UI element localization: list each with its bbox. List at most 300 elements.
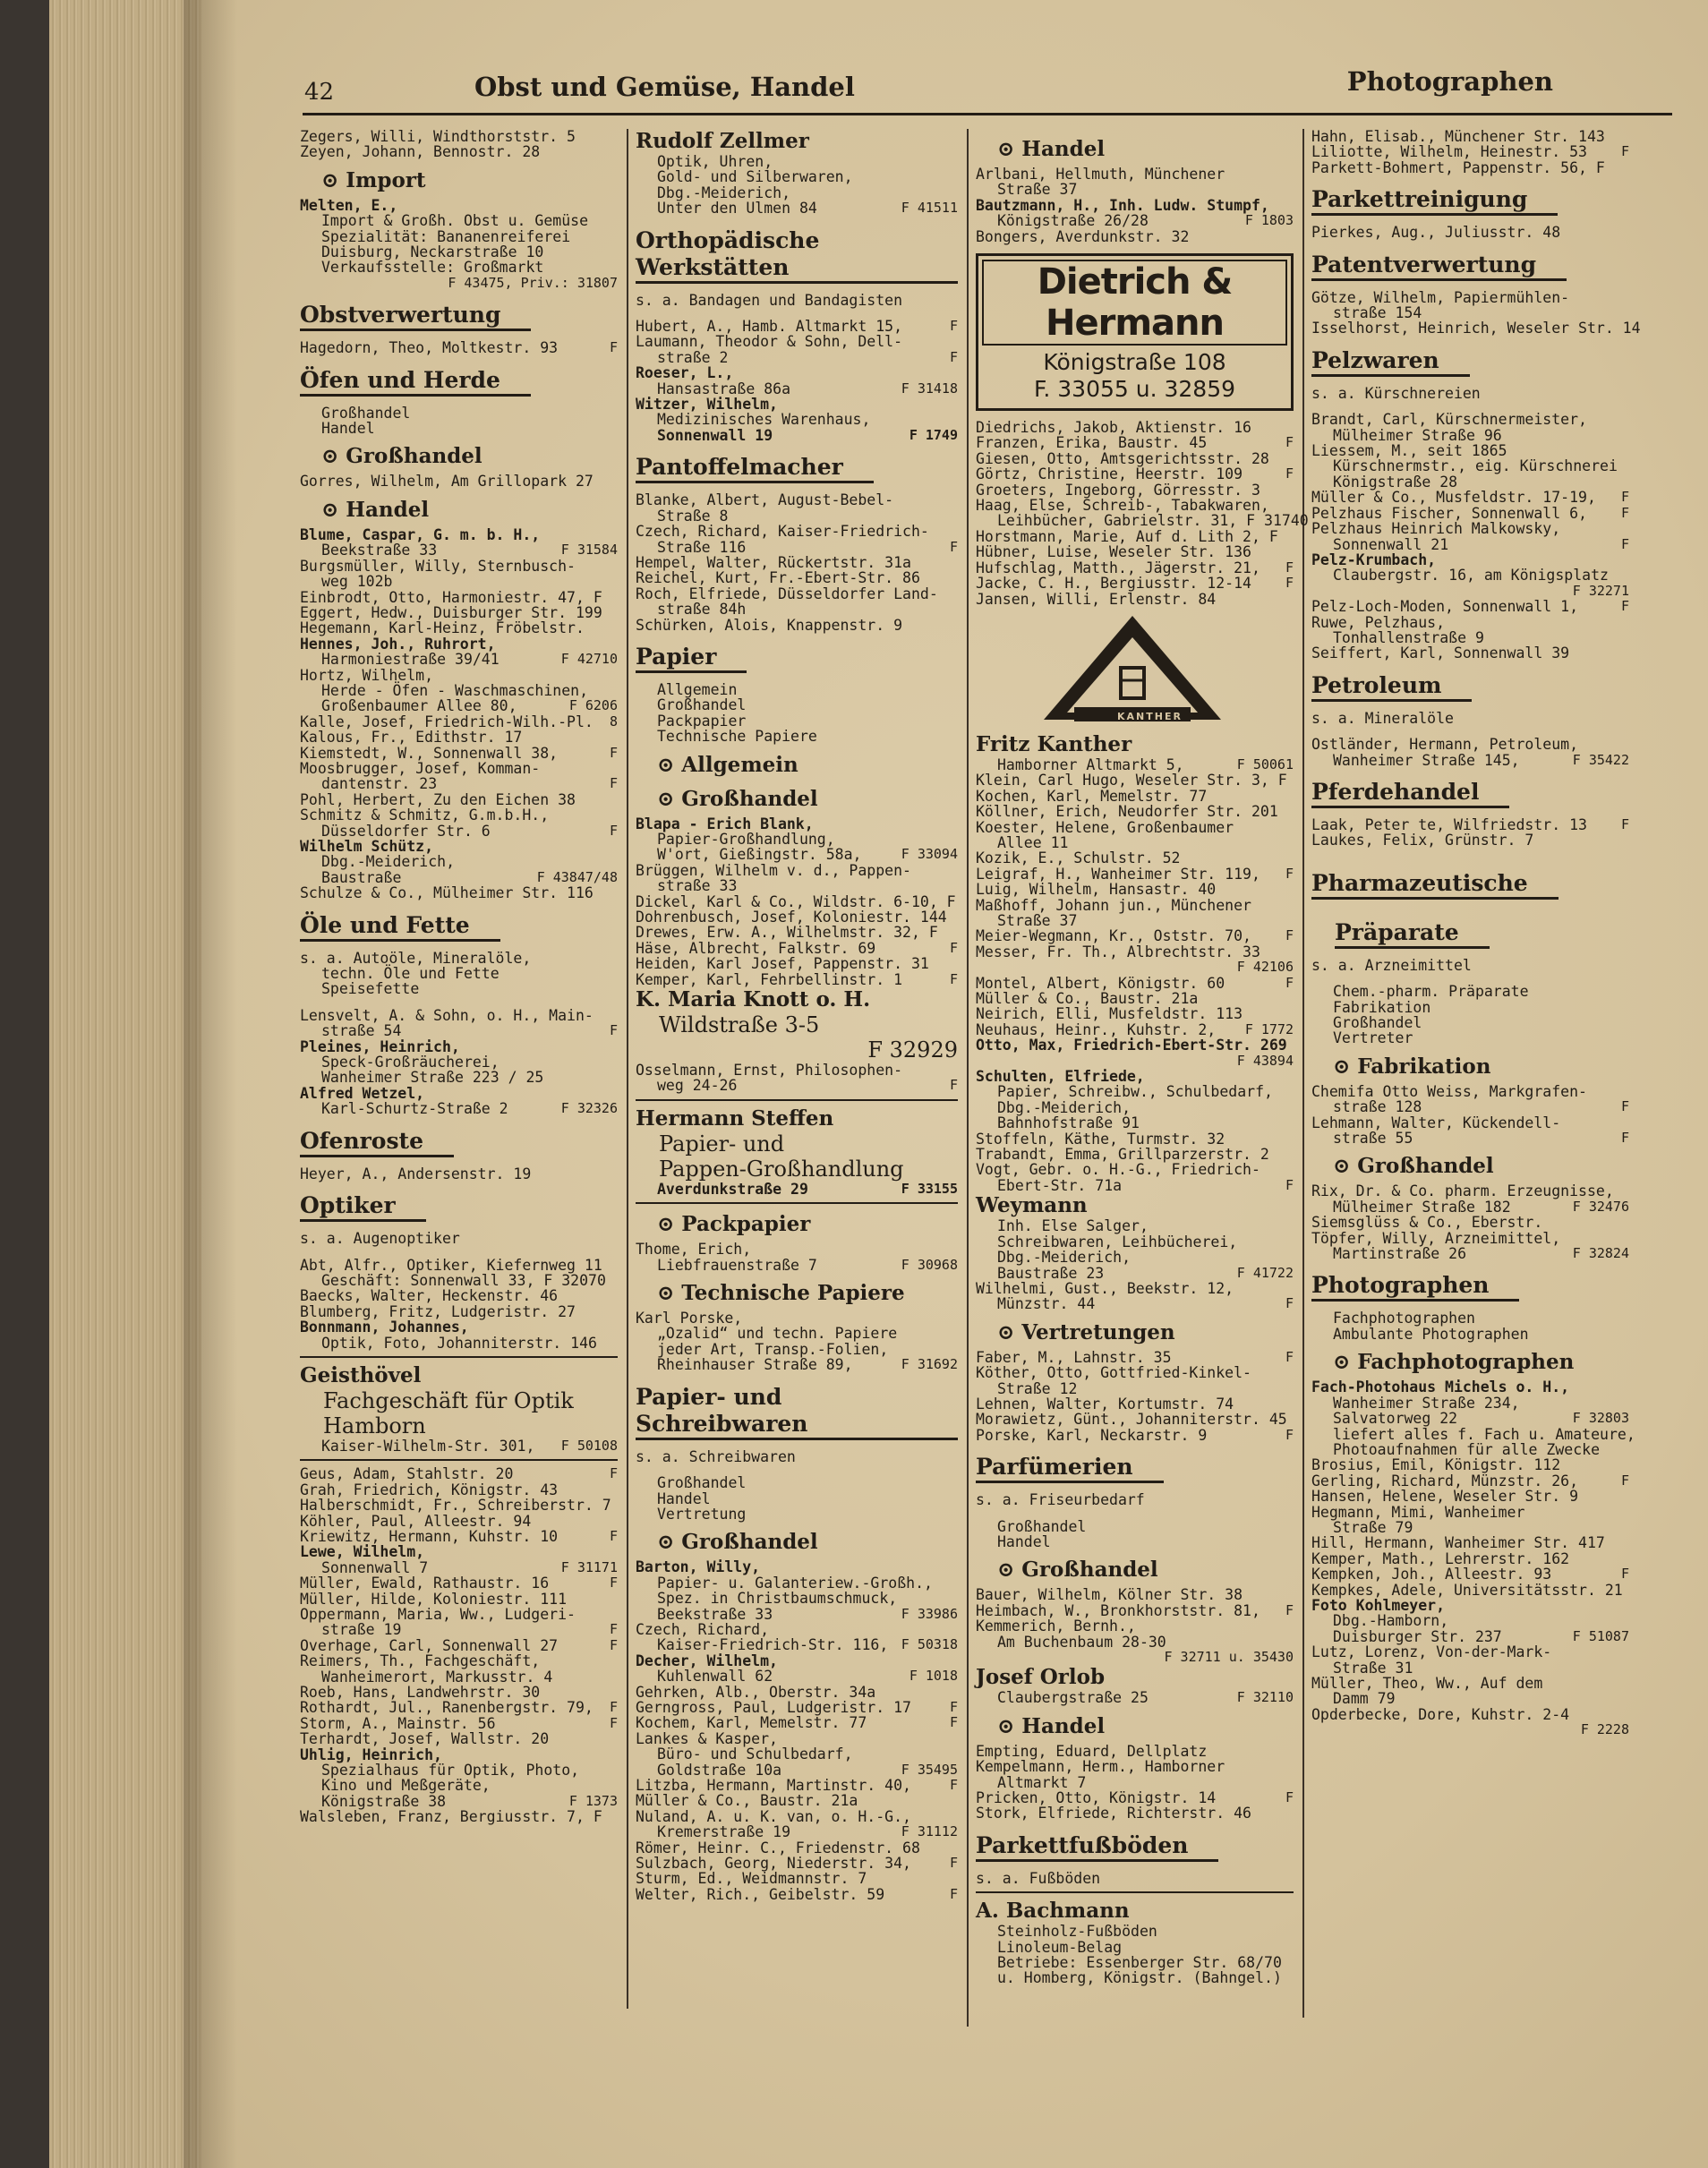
entry-text: Liessem, M., seit 1865	[1311, 442, 1507, 460]
entry-phone: F 51087	[1572, 1627, 1629, 1644]
entry-text: Handel	[321, 420, 375, 438]
directory-entry	[300, 229, 618, 244]
entry-text: Ambulante Photographen	[1333, 1325, 1529, 1343]
section-heading: Obstverwertung	[300, 302, 531, 331]
entry-phone: F 31584	[560, 542, 618, 559]
entry-phone: F	[609, 1022, 618, 1039]
directory-entry	[1311, 1131, 1629, 1146]
entry-text: Betriebe: Essenberger Str. 68/70	[997, 1954, 1282, 1972]
entry-phone: F	[1620, 815, 1629, 832]
directory-entry	[1311, 1215, 1629, 1230]
directory-entry	[636, 428, 958, 443]
entry-phone: F	[609, 1527, 618, 1544]
divider-rule	[300, 1356, 618, 1358]
directory-entry	[636, 1507, 958, 1522]
entry-phone: F 50061	[1236, 755, 1294, 772]
directory-entry	[636, 1491, 958, 1507]
entry-text: Harmoniestraße 39/41	[321, 651, 500, 669]
directory-entry	[1311, 521, 1629, 536]
subsection-heading: ⊙ Fabrikation	[1333, 1054, 1491, 1079]
firm-name: Rudolf Zellmer	[636, 129, 809, 153]
entry-text: Blumberg, Fritz, Ludgeristr. 27	[300, 1302, 576, 1320]
directory-entry	[636, 1559, 958, 1575]
entry-text: Hagedorn, Theo, Moltkestr. 93	[300, 339, 559, 357]
entry-text: Kalous, Fr., Edithstr. 17	[300, 729, 523, 747]
entry-text: Opderbecke, Dore, Kuhstr. 2-4	[1311, 1705, 1570, 1723]
entry-phone: F	[949, 1077, 958, 1094]
directory-entry	[300, 683, 618, 698]
entry-phone: F	[949, 1885, 958, 1902]
directory-entry	[300, 1794, 618, 1809]
entry-text: Goldstraße 10a	[657, 1761, 782, 1779]
directory-entry	[636, 1746, 958, 1762]
entry-text: Ebert-Str. 71a	[997, 1176, 1123, 1194]
directory-entry	[976, 866, 1294, 882]
directory-entry	[300, 761, 618, 776]
directory-entry	[976, 1635, 1294, 1650]
directory-entry	[636, 350, 958, 365]
divider-rule	[300, 1459, 618, 1461]
entry-text: Pelzhaus Heinrich Malkowsky,	[1311, 520, 1561, 538]
directory-entry	[300, 1054, 618, 1070]
directory-entry	[976, 1790, 1294, 1805]
entry-text: Melten, E.,	[300, 196, 398, 214]
entry-text: Hortz, Wilhelm,	[300, 666, 434, 684]
directory-entry	[636, 1357, 958, 1372]
directory-entry	[1311, 160, 1629, 175]
entry-text: Horstmann, Marie, Auf d. Lith 2, F	[976, 527, 1278, 545]
entry-text: Kempken, Joh., Alleestr. 93	[1311, 1566, 1552, 1583]
entry-text: Kriewitz, Hermann, Kuhstr. 10	[300, 1527, 559, 1545]
entry-text: Vogt, Gebr. o. H.-G., Friedrich-	[976, 1161, 1260, 1179]
triangle-logo-icon	[1038, 612, 1226, 727]
directory-entry	[1311, 129, 1629, 144]
entry-text: Wilhelmi, Gust., Beekstr. 12,	[976, 1279, 1234, 1297]
entry-text: Halberschmidt, Fr., Schreiberstr. 7	[300, 1497, 611, 1515]
entry-phone: F	[949, 538, 958, 555]
entry-text: Arlbani, Hellmuth, Münchener	[976, 166, 1225, 183]
entry-text: Groeters, Ingeborg, Görresstr. 3	[976, 481, 1260, 499]
entry-text: Geschäft: Sonnenwall 33, F 32070	[321, 1271, 606, 1289]
entry-text: Blume, Caspar, G. m. b. H.,	[300, 525, 541, 543]
directory-entry	[976, 898, 1294, 913]
entry-text: Drewes, Erw. A., Wilhelmstr. 32, F	[636, 924, 938, 942]
directory-entry	[300, 966, 618, 981]
entry-text: straße 55	[1333, 1130, 1413, 1148]
directory-entry	[636, 713, 958, 729]
entry-text: Foto Kohlmeyer,	[1311, 1596, 1446, 1614]
directory-entry	[300, 824, 618, 839]
entry-phone: F	[609, 1699, 618, 1716]
directory-entry	[976, 1234, 1294, 1250]
section-heading-row	[976, 1822, 1294, 1871]
entry-phone: F 43894	[1236, 1052, 1294, 1069]
directory-entry	[300, 1731, 618, 1746]
subsection-heading: ⊙ Vertretungen	[997, 1319, 1175, 1344]
directory-entry	[636, 1575, 958, 1591]
directory-entry	[636, 1182, 958, 1197]
entry-text: Isselhorst, Heinrich, Weseler Str. 14	[1311, 320, 1641, 337]
entry-text: weg 102b	[321, 573, 393, 591]
entry-text: Schulten, Elfriede,	[976, 1068, 1145, 1086]
directory-entry	[976, 1412, 1294, 1427]
entry-text: Straße 79	[1333, 1518, 1413, 1536]
directory-entry	[636, 1475, 958, 1490]
entry-text: Köhler, Paul, Alleestr. 94	[300, 1512, 532, 1530]
directory-entry	[300, 1529, 618, 1544]
entry-text: Jansen, Willi, Erlenstr. 84	[976, 590, 1217, 608]
entry-phone: F	[609, 1575, 618, 1592]
entry-text: Brosius, Emil, Königstr. 112	[1311, 1456, 1561, 1474]
entry-text: Häse, Albrecht, Falkstr. 69	[636, 939, 876, 957]
directory-entry	[976, 1115, 1294, 1131]
directory-entry	[300, 620, 618, 636]
entry-text: Am Buchenbaum 28-30	[997, 1633, 1166, 1651]
directory-entry	[300, 1685, 618, 1700]
entry-phone: F 2228	[1580, 1721, 1629, 1738]
entry-text: Overhage, Carl, Sonnenwall 27	[300, 1636, 559, 1654]
directory-entry	[636, 1763, 958, 1778]
directory-entry	[1311, 1099, 1629, 1114]
entry-phone: F 30968	[901, 1256, 958, 1273]
column-divider	[967, 129, 969, 2027]
directory-entry	[976, 944, 1294, 960]
entry-text: Dbg.-Meiderich,	[997, 1249, 1132, 1267]
entry-text: straße 2	[657, 348, 729, 366]
entry-text: Blapa - Erich Blank,	[636, 815, 814, 832]
entry-text: Müller, Theo, Ww., Auf dem	[1311, 1675, 1543, 1692]
entry-text: Kochen, Karl, Memelstr. 77	[976, 787, 1208, 805]
firm-detail: Pappen-Großhandlung	[659, 1156, 904, 1182]
entry-text: Herde - Öfen - Waschmaschinen,	[321, 681, 589, 699]
entry-text: Packpapier	[657, 712, 747, 730]
directory-entry	[636, 397, 958, 412]
directory-entry	[976, 1131, 1294, 1147]
entry-text: Straße 37	[997, 181, 1078, 199]
entry-text: Laumann, Theodor & Sohn, Dell-	[636, 333, 903, 351]
entry-text: Wanheimer Straße 145,	[1333, 751, 1520, 769]
section-heading-row	[300, 1117, 618, 1166]
entry-text: Pelz-Krumbach,	[1311, 551, 1437, 568]
entry-text: Düsseldorfer Str. 6	[321, 822, 491, 840]
entry-phone: F	[1620, 504, 1629, 521]
entry-text: Stoffeln, Käthe, Turmstr. 32	[976, 1130, 1225, 1148]
directory-entry	[300, 1101, 618, 1116]
directory-entry	[1311, 1199, 1629, 1215]
subsection-heading: ⊙ Fachphotographen	[1333, 1350, 1575, 1375]
entry-text: Töpfer, Willy, Arzneimittel,	[1311, 1229, 1561, 1247]
entry-text: Neirich, Elli, Musfeldstr. 113	[976, 1005, 1243, 1023]
directory-entry	[976, 1084, 1294, 1099]
directory-entry	[300, 885, 618, 900]
section-heading: Präparate	[1335, 919, 1490, 949]
entry-text: Kemper, Math., Lehrerstr. 162	[1311, 1549, 1570, 1567]
directory-entry	[1311, 1015, 1629, 1030]
directory-entry	[976, 1603, 1294, 1618]
entry-phone: F 43847/48	[536, 868, 618, 885]
entry-phone: F	[949, 939, 958, 956]
directory-entry	[300, 1514, 618, 1529]
directory-entry	[300, 129, 618, 144]
entry-text: Litzba, Hermann, Martinstr. 40,	[636, 1777, 911, 1794]
directory-entry	[300, 559, 618, 574]
entry-text: s. a. Friseurbedarf	[976, 1491, 1145, 1509]
entry-text: Königstraße 26/28	[997, 212, 1149, 230]
entry-phone: F	[949, 970, 958, 987]
directory-entry	[1311, 1310, 1629, 1326]
directory-entry	[976, 820, 1294, 835]
entry-text: Kemmerich, Bernh.,	[976, 1617, 1136, 1635]
entry-phone: F	[1285, 434, 1294, 451]
directory-entry	[300, 1700, 618, 1715]
directory-entry	[976, 1250, 1294, 1265]
directory-entry	[976, 804, 1294, 819]
directory-entry	[976, 451, 1294, 466]
entry-text: Hegmann, Mimi, Wanheimer	[1311, 1503, 1525, 1521]
entry-text: Dbg.-Meiderich,	[657, 184, 791, 201]
directory-entry	[300, 1763, 618, 1778]
entry-text: Heimbach, W., Bronkhorststr. 81,	[976, 1601, 1260, 1619]
entry-text: Witzer, Wilhelm,	[636, 396, 778, 414]
entry-phone: F 6206	[568, 697, 618, 714]
entry-text: Verkaufsstelle: Großmarkt	[321, 259, 544, 277]
entry-text: Großhandel	[997, 1517, 1087, 1535]
directory-entry	[636, 508, 958, 524]
subsection-heading: ⊙ Großhandel	[657, 786, 818, 811]
directory-entry	[300, 1575, 618, 1591]
section-heading-row	[1311, 337, 1629, 386]
entry-text: Montel, Albert, Königstr. 60	[976, 974, 1225, 992]
entry-text: Faber, M., Lahnstr. 35	[976, 1348, 1172, 1366]
entry-text: Abt, Alfr., Optiker, Kiefernweg 11	[300, 1256, 602, 1274]
book-page	[49, 0, 1708, 2168]
directory-entry	[1311, 1030, 1629, 1046]
firm-name: Fritz Kanther	[976, 731, 1132, 756]
directory-entry	[636, 1607, 958, 1622]
firm-name: K. Maria Knott o. H.	[636, 987, 871, 1012]
entry-text: straße 128	[1333, 1098, 1422, 1116]
directory-entry	[300, 1638, 618, 1653]
entry-text: Roeser, L.,	[636, 364, 734, 382]
entry-text: Messer, Fr. Th., Albrechtstr. 33	[976, 943, 1260, 960]
directory-entry	[300, 1023, 618, 1038]
book-fore-edge	[49, 0, 201, 2168]
subsection-heading: ⊙ Handel	[997, 1713, 1106, 1738]
directory-entry	[636, 365, 958, 380]
entry-text: techn. Öle und Fette	[321, 965, 500, 983]
entry-phone: F 31112	[901, 1823, 958, 1840]
directory-entry	[976, 435, 1294, 450]
section-heading: Pantoffelmacher	[636, 454, 874, 483]
directory-entry	[976, 213, 1294, 228]
directory-entry	[300, 1166, 618, 1182]
entry-text: Büro- und Schulbedarf,	[657, 1745, 853, 1763]
directory-entry	[976, 1147, 1294, 1162]
entry-text: Hufschlag, Matth., Jägerstr. 21,	[976, 559, 1260, 576]
entry-text: Bautzmann, H., Inh. Ludw. Stumpf,	[976, 196, 1269, 214]
directory-entry	[300, 474, 618, 489]
directory-entry	[1311, 1676, 1629, 1691]
entry-text: liefert alles f. Fach u. Amateure,	[1333, 1425, 1635, 1443]
firm-detail: Fachgeschäft für Optik	[323, 1387, 574, 1413]
entry-text: Optik, Foto, Johanniterstr. 146	[321, 1334, 597, 1352]
directory-entry	[636, 1856, 958, 1871]
entry-text: Pohl, Herbert, Zu den Eichen 38	[300, 790, 576, 808]
entry-phone: F	[949, 1777, 958, 1793]
directory-entry	[300, 590, 618, 605]
entry-text: Gehrken, Alb., Oberstr. 34a	[636, 1683, 876, 1701]
entry-phone: F 32110	[1236, 1689, 1294, 1706]
directory-entry	[300, 1008, 618, 1023]
section-heading-row	[636, 633, 958, 682]
section-heading: Orthopädische Werkstätten	[636, 227, 958, 284]
entry-text: Straße 116	[657, 538, 747, 556]
directory-entry	[976, 1100, 1294, 1115]
firm-name: Geisthövel	[300, 1362, 422, 1387]
entry-text: Ruwe, Pelzhaus,	[1311, 613, 1446, 631]
entry-text: Wanheimer Straße 234,	[1333, 1394, 1520, 1412]
entry-text: Thome, Erich,	[636, 1241, 752, 1259]
directory-entry	[1311, 1644, 1629, 1660]
directory-entry	[300, 870, 618, 885]
column-3	[976, 129, 1309, 1987]
entry-text: Straße 12	[997, 1379, 1078, 1397]
directory-entry	[636, 1242, 958, 1257]
directory-entry	[300, 652, 618, 667]
directory-entry	[1311, 1246, 1629, 1261]
directory-entry	[976, 976, 1294, 991]
directory-entry	[300, 1669, 618, 1685]
directory-entry	[300, 1809, 618, 1824]
directory-entry	[300, 340, 618, 355]
entry-text: Müller, Hilde, Koloniestr. 111	[300, 1590, 568, 1608]
entry-phone: F	[1620, 1098, 1629, 1115]
directory-entry	[976, 198, 1294, 213]
directory-entry	[636, 909, 958, 925]
directory-entry	[636, 1731, 958, 1746]
directory-entry	[636, 941, 958, 956]
entry-text: Kempkes, Adele, Universitätsstr. 21	[1311, 1581, 1623, 1599]
entry-text: Meier-Wegmann, Kr., Oststr. 70,	[976, 927, 1251, 945]
entry-text: Kaiser-Friedrich-Str. 116,	[657, 1636, 889, 1654]
directory-entry	[976, 1775, 1294, 1790]
entry-phone: F	[949, 1855, 958, 1872]
entry-phone: F 50318	[901, 1636, 958, 1653]
entry-text: Chem.-pharm. Präparate	[1333, 983, 1529, 1001]
section-heading: Papier	[636, 644, 747, 673]
directory-entry	[976, 1924, 1294, 1939]
entry-text: Großhandel	[657, 696, 747, 714]
section-heading: Petroleum	[1311, 672, 1472, 702]
directory-entry	[1311, 1505, 1629, 1520]
directory-entry	[300, 792, 618, 807]
entry-text: Optik, Uhren,	[657, 153, 773, 170]
entry-phone: F 50108	[560, 1437, 618, 1454]
directory-entry	[976, 835, 1294, 850]
entry-text: Allee 11	[997, 833, 1069, 851]
entry-text: Handel	[657, 1489, 711, 1507]
entry-phone: F	[1620, 535, 1629, 552]
column-4	[1311, 128, 1641, 1738]
entry-phone: F	[609, 744, 618, 761]
directory-entry	[1311, 1000, 1629, 1015]
directory-entry	[300, 714, 618, 730]
entry-text: Hansen, Helene, Weseler Str. 9	[1311, 1488, 1579, 1506]
entry-phone: F	[1285, 1601, 1294, 1618]
directory-entry	[1311, 428, 1629, 443]
entry-text: Import & Großh. Obst u. Gemüse	[321, 212, 589, 230]
subsection-heading: ⊙ Import	[321, 167, 426, 192]
section-heading-row	[1311, 768, 1629, 817]
subsection-heading: ⊙ Großhandel	[657, 1530, 818, 1555]
running-header	[295, 66, 1656, 111]
entry-text: Koester, Helene, Großenbaumer	[976, 818, 1234, 836]
entry-text: s. a. Arzneimittel	[1311, 956, 1472, 974]
entry-text: Seiffert, Karl, Sonnenwall 39	[1311, 644, 1570, 662]
directory-entry	[636, 1887, 958, 1902]
entry-text: Nuland, A. u. K. van, o. H.-G.,	[636, 1807, 911, 1825]
entry-phone: F 32476	[1572, 1198, 1629, 1215]
directory-entry	[636, 1078, 958, 1093]
entry-phone: F 41511	[901, 200, 958, 217]
directory-entry	[1311, 1231, 1629, 1246]
entry-text: Götze, Wilhelm, Papiermühlen-	[1311, 288, 1570, 306]
entry-phone: F	[949, 1714, 958, 1731]
entry-text: Czech, Richard,	[636, 1620, 770, 1638]
directory-entry	[300, 698, 618, 713]
directory-entry	[1311, 645, 1629, 661]
directory-entry	[976, 1618, 1294, 1634]
entry-text: Technische Papiere	[657, 728, 817, 746]
section-heading: Parkettreinigung	[1311, 186, 1558, 216]
entry-phone: F	[1620, 1130, 1629, 1147]
directory-entry	[1311, 1707, 1629, 1722]
directory-entry	[300, 1070, 618, 1085]
entry-text: Straße 37	[997, 911, 1078, 929]
entry-text: Schulze & Co., Mülheimer Str. 116	[300, 884, 594, 902]
entry-text: Martinstraße 26	[1333, 1245, 1467, 1263]
entry-phone: F	[1285, 559, 1294, 576]
directory-entry	[1311, 1535, 1629, 1550]
entry-text: Heyer, A., Andersenstr. 19	[300, 1165, 532, 1182]
entry-text: Sonnenwall 21	[1333, 535, 1449, 553]
column-1	[300, 129, 618, 1825]
directory-entry	[976, 1218, 1294, 1233]
firm-name: Hermann Steffen	[636, 1105, 834, 1131]
entry-text: Karl-Schurtz-Straße 2	[321, 1100, 508, 1118]
entry-text: Pierkes, Aug., Juliusstr. 48	[1311, 224, 1561, 242]
directory-entry	[976, 592, 1294, 607]
directory-entry	[976, 1162, 1294, 1177]
entry-text: Vertretung	[657, 1505, 747, 1523]
directory-entry	[1311, 753, 1629, 768]
directory-entry	[636, 492, 958, 508]
directory-entry	[300, 746, 618, 761]
directory-entry	[300, 1039, 618, 1054]
entry-text: Spezialität: Bananenreiferei	[321, 227, 571, 245]
entry-text: Eggert, Hedw., Duisburger Str. 199	[300, 603, 602, 621]
entry-text: straße 84h	[657, 601, 747, 619]
entry-text: Lehnen, Walter, Kortumstr. 74	[976, 1395, 1234, 1413]
directory-entry	[300, 1653, 618, 1669]
directory-entry	[300, 1498, 618, 1513]
section-heading-row	[636, 1373, 958, 1449]
entry-phone: F 1373	[568, 1792, 618, 1809]
firm-detail: Papier- und	[659, 1131, 785, 1157]
entry-text: Müller & Co., Baustr. 21a	[636, 1792, 858, 1810]
firm-detail: Hamborn	[323, 1413, 426, 1438]
directory-entry	[300, 405, 618, 421]
